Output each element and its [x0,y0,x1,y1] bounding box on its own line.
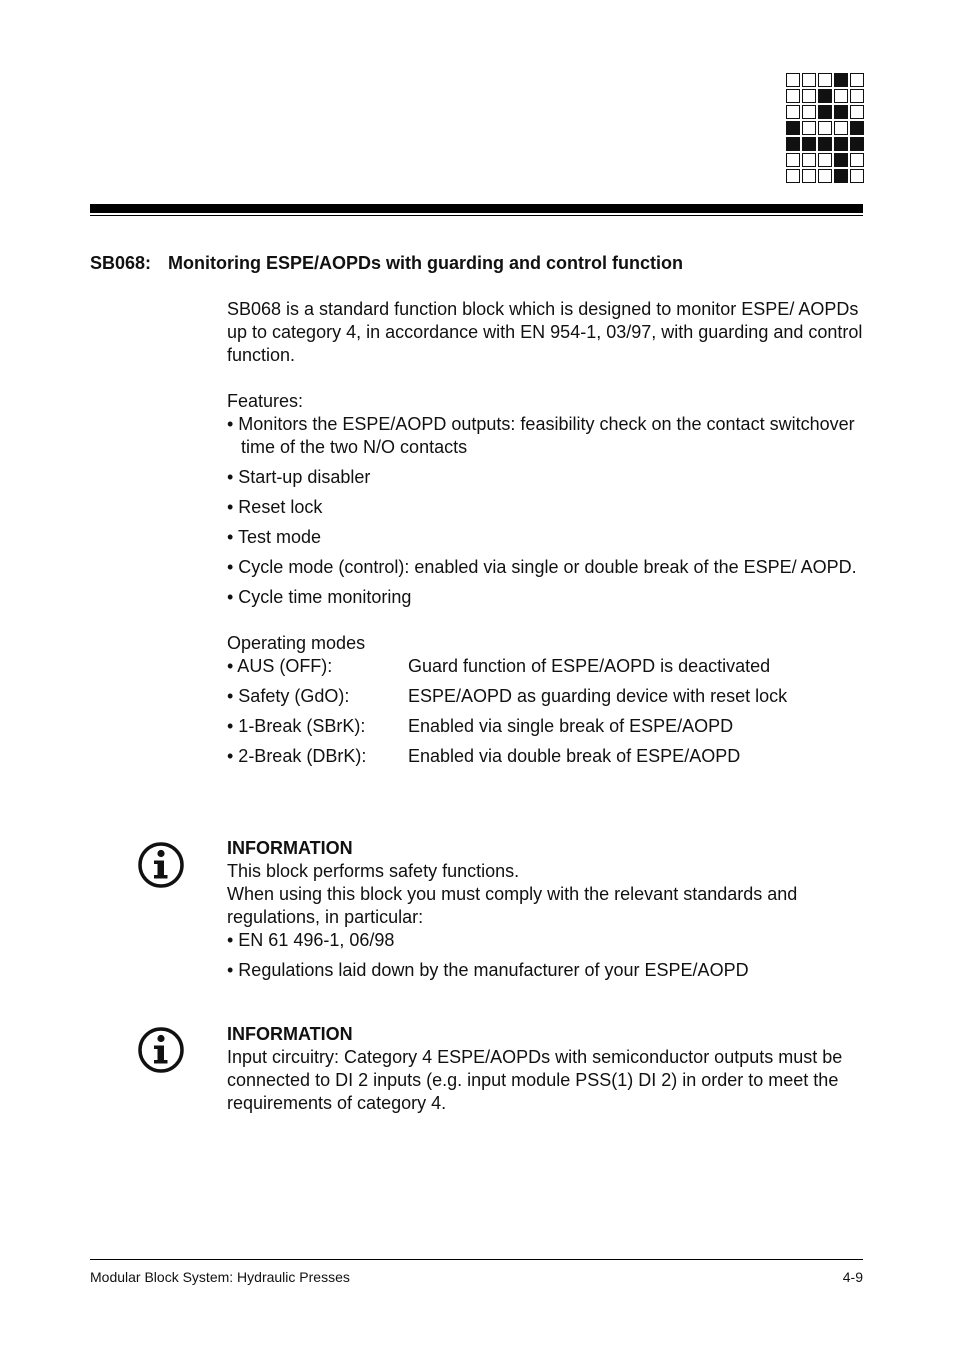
info-icon [137,841,185,889]
feature-item: • Monitors the ESPE/AOPD outputs: feasibility check on the contact switchover time of the two N/O contacts [227,414,855,457]
mode-name: • AUS (OFF): [227,656,333,676]
logo-cell [786,137,800,151]
info-title: INFORMATION [227,838,353,858]
mode-row [227,685,863,708]
logo-cell [786,89,800,103]
logo-cell [786,153,800,167]
logo-cell [850,73,864,87]
mode-row [227,715,863,738]
logo-cell [786,121,800,135]
info-icon [137,1026,185,1074]
logo-cell [850,153,864,167]
info-block-1 [227,837,863,989]
info-text: This block performs safety functions. [227,861,520,881]
info-bullet: • Regulations laid down by the manufacturer of your ESPE/AOPD [227,960,749,980]
mode-row [227,745,863,768]
section-heading [90,253,683,274]
main-content [227,298,863,775]
logo-cell [818,73,832,87]
footer-title: Modular Block System: Hydraulic Presses [90,1269,350,1285]
logo-cell [850,121,864,135]
logo-cell [786,169,800,183]
block-code: SB068: [90,253,152,273]
header-rule-thin [90,215,863,216]
feature-item: • Reset lock [227,497,323,517]
feature-item: • Test mode [227,527,322,547]
logo-cell [802,89,816,103]
mode-name: • Safety (GdO): [227,686,350,706]
logo-cell [802,73,816,87]
modes-label: Operating modes [227,633,366,653]
header-rule [90,204,863,213]
feature-item: • Cycle time monitoring [227,587,412,607]
features-label: Features: [227,391,304,411]
logo-cell [850,169,864,183]
logo-grid [786,73,864,183]
logo-cell [786,73,800,87]
feature-item: • Start-up disabler [227,467,371,487]
mode-description: ESPE/AOPD as guarding device with reset lock [408,686,788,706]
logo-cell [802,169,816,183]
mode-description: Enabled via double break of ESPE/AOPD [408,746,741,766]
info-bullet: • EN 61 496-1, 06/98 [227,930,395,950]
logo-cell [850,105,864,119]
logo-cell [802,121,816,135]
logo-cell [834,169,848,183]
logo-cell [834,73,848,87]
logo-cell [818,105,832,119]
logo-cell [818,169,832,183]
logo-cell [834,89,848,103]
logo-cell [834,153,848,167]
mode-description: Guard function of ESPE/AOPD is deactivated [408,656,771,676]
mode-row [227,655,863,678]
info-block-2 [227,1023,863,1115]
logo-cell [834,121,848,135]
feature-item: • Cycle mode (control): enabled via single or double break of the ESPE/ AOPD. [227,557,857,577]
logo-cell [818,153,832,167]
logo-cell [834,137,848,151]
info-text: When using this block you must comply with the relevant standards and regulations, in particular: [227,884,798,927]
intro-paragraph: SB068 is a standard function block which is designed to monitor ESPE/ AOPDs up to category 4, in accordance with EN 954-1, 03/97, with guarding and control function. [227,299,863,365]
logo-cell [802,153,816,167]
info-title: INFORMATION [227,1024,353,1044]
info-text: Input circuitry: Category 4 ESPE/AOPDs with semiconductor outputs must be connected to DI 2 inputs (e.g. input module PSS(1) DI 2) in order to meet the requirements of category 4. [227,1047,843,1113]
logo-cell [802,137,816,151]
logo-cell [850,89,864,103]
mode-description: Enabled via single break of ESPE/AOPD [408,716,734,736]
mode-name: • 1-Break (SBrK): [227,716,366,736]
logo-cell [834,105,848,119]
footer-rule [90,1259,863,1260]
logo-cell [818,121,832,135]
mode-name: • 2-Break (DBrK): [227,746,367,766]
logo-cell [818,89,832,103]
logo-cell [786,105,800,119]
section-title: Monitoring ESPE/AOPDs with guarding and control function [168,253,683,273]
page-number: 4-9 [842,1269,863,1285]
logo-cell [850,137,864,151]
logo-cell [802,105,816,119]
logo-cell [818,137,832,151]
